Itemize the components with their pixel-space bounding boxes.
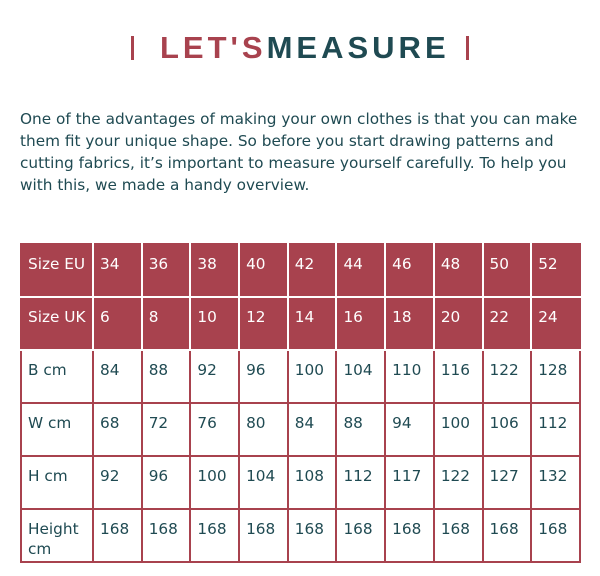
table-cell: 84 bbox=[93, 350, 142, 403]
table-cell: 168 bbox=[434, 509, 483, 562]
row-label: Size UK bbox=[21, 297, 93, 350]
title-word-lets: LET'S bbox=[160, 30, 267, 65]
table-cell: 96 bbox=[239, 350, 288, 403]
table-cell: 24 bbox=[531, 297, 580, 350]
table-cell: 100 bbox=[288, 350, 337, 403]
table-cell: 122 bbox=[483, 350, 532, 403]
row-waist bbox=[21, 403, 580, 456]
table-cell: 168 bbox=[531, 509, 580, 562]
table-cell: 100 bbox=[190, 456, 239, 509]
row-height bbox=[21, 509, 580, 562]
table-cell: 127 bbox=[483, 456, 532, 509]
table-cell: 88 bbox=[336, 403, 385, 456]
table-cell: 52 bbox=[531, 244, 580, 297]
row-hip bbox=[21, 456, 580, 509]
table-cell: 94 bbox=[385, 403, 434, 456]
table-cell: 112 bbox=[531, 403, 580, 456]
table-cell: 14 bbox=[288, 297, 337, 350]
table-cell: 76 bbox=[190, 403, 239, 456]
table-cell: 168 bbox=[190, 509, 239, 562]
row-label: Size EU bbox=[21, 244, 93, 297]
table-cell: 38 bbox=[190, 244, 239, 297]
intro-paragraph: One of the advantages of making your own clothes is that you can make them fit your unique shape. So before you start drawing patterns and cutting fabrics, it’s important to measure yourself carefully. To help you with this, we made a handy overview. bbox=[20, 110, 578, 194]
table-cell: 42 bbox=[288, 244, 337, 297]
table-cell: 68 bbox=[93, 403, 142, 456]
row-size-eu bbox=[21, 244, 580, 297]
table-cell: 132 bbox=[531, 456, 580, 509]
table-cell: 168 bbox=[483, 509, 532, 562]
table-cell: 112 bbox=[336, 456, 385, 509]
row-label: B cm bbox=[21, 350, 93, 403]
table-cell: 92 bbox=[190, 350, 239, 403]
title-word-measure: MEASURE bbox=[266, 30, 450, 65]
row-label: Height cm bbox=[21, 509, 93, 562]
table-cell: 96 bbox=[142, 456, 191, 509]
page-title bbox=[160, 30, 450, 66]
table-cell: 10 bbox=[190, 297, 239, 350]
table-cell: 117 bbox=[385, 456, 434, 509]
table-cell: 50 bbox=[483, 244, 532, 297]
table-cell: 168 bbox=[93, 509, 142, 562]
table-cell: 168 bbox=[239, 509, 288, 562]
table-cell: 84 bbox=[288, 403, 337, 456]
table-cell: 80 bbox=[239, 403, 288, 456]
size-chart-table bbox=[20, 243, 581, 563]
table-cell: 108 bbox=[288, 456, 337, 509]
table-cell: 72 bbox=[142, 403, 191, 456]
table-cell: 40 bbox=[239, 244, 288, 297]
table-cell: 168 bbox=[385, 509, 434, 562]
table-cell: 116 bbox=[434, 350, 483, 403]
table-cell: 46 bbox=[385, 244, 434, 297]
title-divider-right bbox=[466, 36, 469, 60]
table-cell: 100 bbox=[434, 403, 483, 456]
table-cell: 110 bbox=[385, 350, 434, 403]
table-cell: 88 bbox=[142, 350, 191, 403]
table-cell: 168 bbox=[288, 509, 337, 562]
table-cell: 22 bbox=[483, 297, 532, 350]
table-cell: 168 bbox=[142, 509, 191, 562]
table-cell: 6 bbox=[93, 297, 142, 350]
row-size-uk bbox=[21, 297, 580, 350]
table-cell: 104 bbox=[239, 456, 288, 509]
page-header bbox=[0, 28, 600, 68]
table-cell: 168 bbox=[336, 509, 385, 562]
table-cell: 122 bbox=[434, 456, 483, 509]
table-cell: 20 bbox=[434, 297, 483, 350]
table-cell: 18 bbox=[385, 297, 434, 350]
row-label: W cm bbox=[21, 403, 93, 456]
title-divider-left bbox=[131, 36, 134, 60]
row-label: H cm bbox=[21, 456, 93, 509]
table-cell: 36 bbox=[142, 244, 191, 297]
table-cell: 34 bbox=[93, 244, 142, 297]
table-cell: 106 bbox=[483, 403, 532, 456]
table-cell: 48 bbox=[434, 244, 483, 297]
table-cell: 104 bbox=[336, 350, 385, 403]
table-cell: 8 bbox=[142, 297, 191, 350]
row-bust bbox=[21, 350, 580, 403]
table-cell: 12 bbox=[239, 297, 288, 350]
table-cell: 16 bbox=[336, 297, 385, 350]
table-cell: 92 bbox=[93, 456, 142, 509]
table-cell: 128 bbox=[531, 350, 580, 403]
table-cell: 44 bbox=[336, 244, 385, 297]
